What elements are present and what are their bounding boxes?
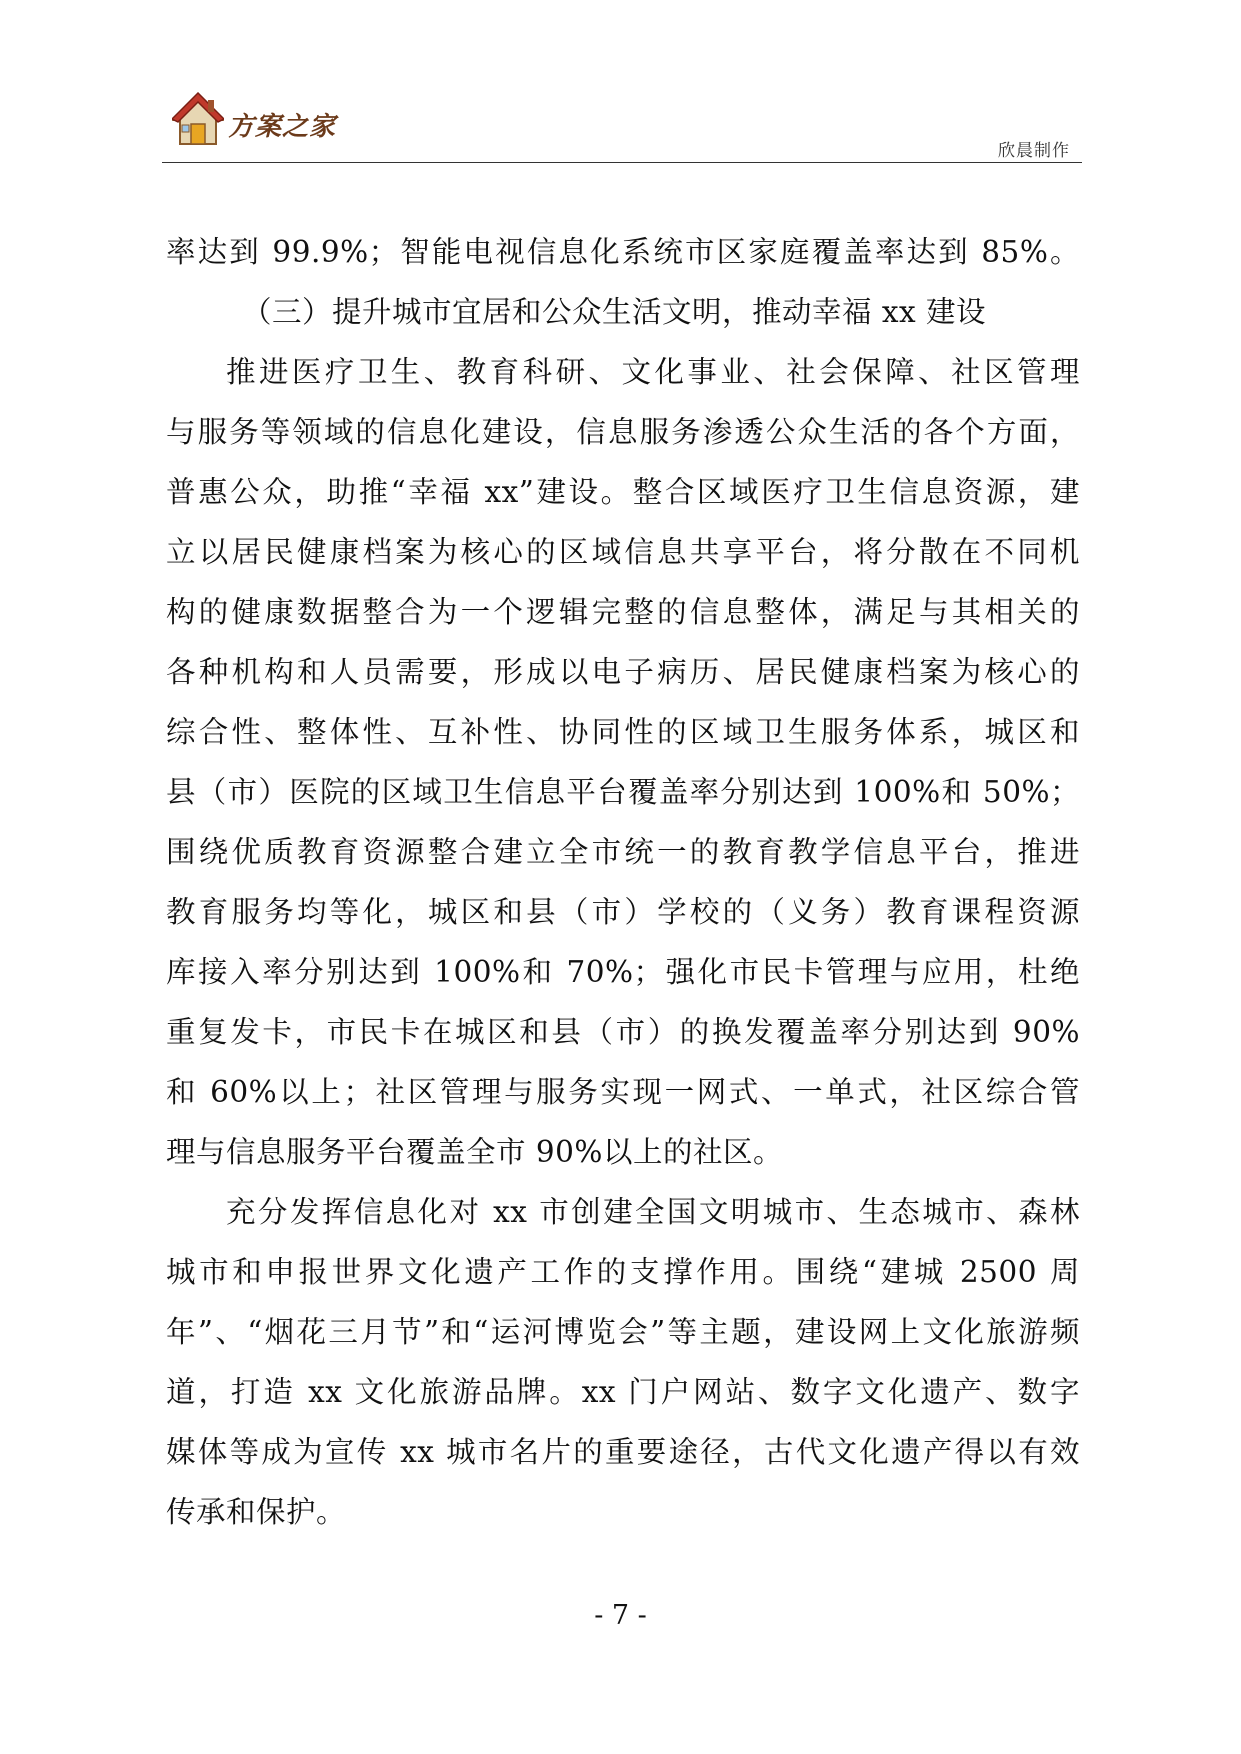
logo-text: 方案之家 <box>228 112 337 142</box>
page-number: - 7 - <box>594 1600 647 1631</box>
header-rule <box>162 162 1082 163</box>
section-heading: （三）提升城市宜居和公众生活文明，推动幸福 xx 建设 <box>242 295 987 329</box>
text-line: 充分发挥信息化对 xx 市创建全国文明城市、生态城市、森林 <box>226 1195 1080 1229</box>
text-line: 推进医疗卫生、教育科研、文化事业、社会保障、社区管理 <box>226 355 1080 389</box>
author-label: 欣晨制作 <box>998 141 1070 161</box>
text-line: 理与信息服务平台覆盖全市 90%以上的社区。 <box>166 1135 783 1169</box>
document-body <box>166 222 1080 1542</box>
text-line: 传承和保护。 <box>166 1495 347 1529</box>
text-line: 重复发卡，市民卡在城区和县（市）的换发覆盖率分别达到 90% <box>166 1015 1080 1049</box>
text-line: 率达到 99.9%；智能电视信息化系统市区家庭覆盖率达到 85%。 <box>166 235 1080 269</box>
text-line: 道，打造 xx 文化旅游品牌。xx 门户网站、数字文化遗产、数字 <box>166 1375 1080 1409</box>
text-line: 构的健康数据整合为一个逻辑完整的信息整体，满足与其相关的 <box>166 595 1080 629</box>
text-line: 教育服务均等化，城区和县（市）学校的（义务）教育课程资源 <box>166 895 1080 929</box>
text-line: 县（市）医院的区域卫生信息平台覆盖率分别达到 100%和 50%； <box>166 775 1080 809</box>
text-line: 各种机构和人员需要，形成以电子病历、居民健康档案为核心的 <box>166 655 1080 689</box>
text-line: 立以居民健康档案为核心的区域信息共享平台，将分散在不同机 <box>166 535 1080 569</box>
logo <box>172 92 352 152</box>
text-line: 普惠公众，助推“幸福 xx”建设。整合区域医疗卫生信息资源，建 <box>166 475 1080 509</box>
text-line: 城市和申报世界文化遗产工作的支撑作用。围绕“建城 2500 周 <box>166 1255 1080 1289</box>
text-line: 与服务等领域的信息化建设，信息服务渗透公众生活的各个方面， <box>166 415 1080 449</box>
text-line: 媒体等成为宣传 xx 城市名片的重要途径，古代文化遗产得以有效 <box>166 1435 1080 1469</box>
house-icon <box>172 92 224 148</box>
text-line: 年”、“烟花三月节”和“运河博览会”等主题，建设网上文化旅游频 <box>166 1315 1080 1349</box>
text-line: 和 60%以上；社区管理与服务实现一网式、一单式，社区综合管 <box>166 1075 1080 1109</box>
page-header <box>162 92 1082 162</box>
text-line: 库接入率分别达到 100%和 70%；强化市民卡管理与应用，杜绝 <box>166 955 1080 989</box>
text-line: 综合性、整体性、互补性、协同性的区域卫生服务体系，城区和 <box>166 715 1080 749</box>
text-line: 围绕优质教育资源整合建立全市统一的教育教学信息平台，推进 <box>166 835 1080 869</box>
